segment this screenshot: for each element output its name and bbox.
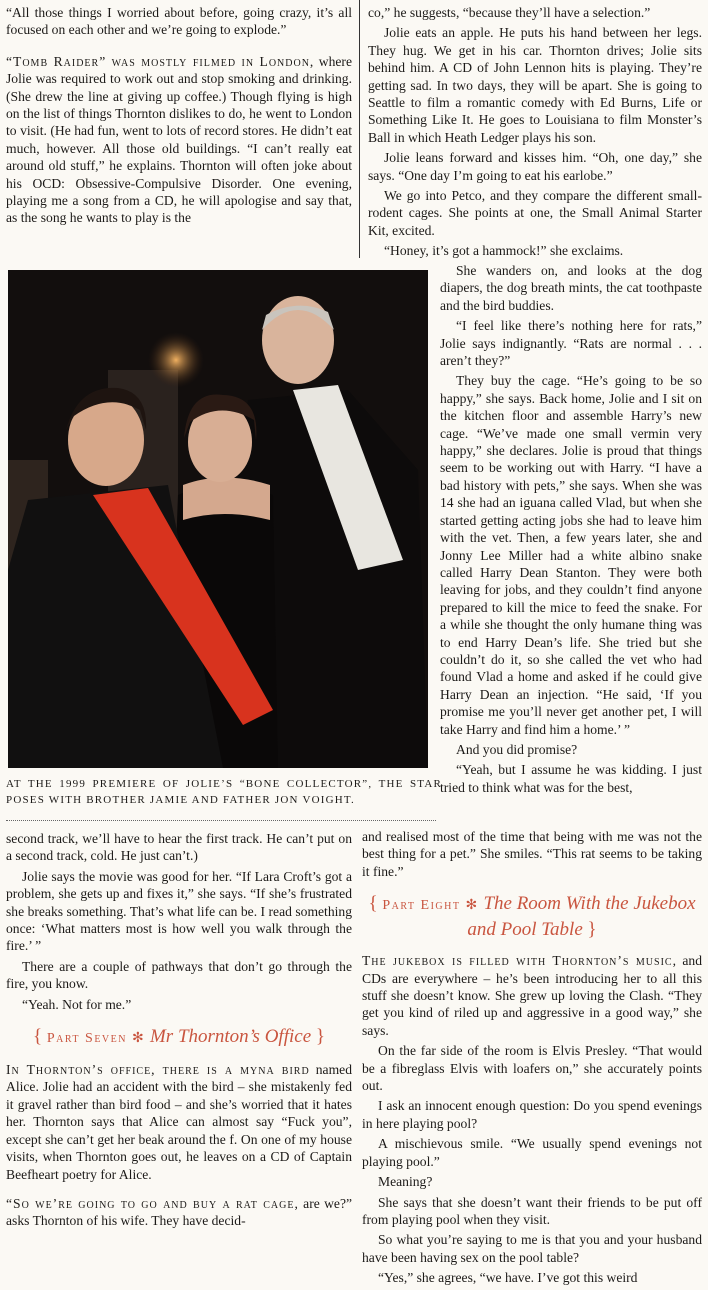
column-right-top bbox=[368, 4, 702, 263]
paragraph: I ask an innocent enough question: Do you spend evenings in here playing pool? bbox=[362, 1098, 702, 1131]
paragraph: She wanders on, and looks at the dog diapers, the dog breath mints, the cat toothpaste and the bird buddies. bbox=[440, 263, 702, 313]
paragraph: On the far side of the room is Elvis Presley. “That would be a fibreglass Elvis with loafers on,” she accurately points out. bbox=[362, 1043, 702, 1094]
paragraph-body: named Alice. Jolie had an accident with the bird – she mistakenly fed it gravel rather than bird food – and she’s worried that it hates her. Thornton says that Alice can almost say “Fuck you”, except she can’t get her beak around the f. On one of my house visits, when Thornton goes out, he leaves on a CD of Captain Beefheart poetry for Alice. bbox=[6, 1062, 352, 1182]
paragraph bbox=[6, 53, 352, 227]
photo-caption: AT THE 1999 PREMIERE OF JOLIE’S “BONE COLLECTOR”, THE STAR POSES WITH BROTHER JAMIE AND FATHER JON VOIGHT. bbox=[6, 778, 442, 806]
section-title: Mr Thornton’s Office bbox=[149, 1026, 312, 1048]
paragraph-body: are we?” asks Thornton of his wife. They have decid- bbox=[6, 1195, 353, 1229]
paragraph: There are a couple of pathways that don’t go through the fire, you know. bbox=[6, 958, 352, 992]
paragraph: “Yes,” she agrees, “we have. I’ve got this weird bbox=[378, 1270, 638, 1286]
paragraph: And you did promise? bbox=[456, 741, 578, 757]
paragraph: “Honey, it’s got a hammock!” she exclaims. bbox=[384, 243, 624, 259]
paragraph: “Yeah, but I assume he was kidding. I just tried to think what was for the best, bbox=[440, 762, 702, 795]
paragraph bbox=[362, 952, 702, 1039]
paragraph: Jolie says the movie was good for her. “If Lara Croft’s got a problem, she gets up and fixes it,” she says. “If she’s frustrated she breaks something. That’s what life can be. I read something once: ‘What matters most is how well you walk through the fire.’ ” bbox=[6, 868, 352, 954]
paragraph: “I feel like there’s nothing here for rats,” Jolie says indignantly. “Rats are normal . . . aren’t they?” bbox=[440, 318, 702, 369]
paragraph: They buy the cage. “He’s going to be so happy,” she says. Back home, Jolie and I sit on the kitchen floor and assemble Harry’s new cage. “We’ve made one small vermin very happy,” she declares. Jolie is proud that things seem to be working out with Harry. “I have a bad history with pets,” she says. When she was 14 she had an iguana called Vlad, but when she started getting acting jobs she had to leave him with the vet. Then, a few years later, she and Jonny Lee Miller had a white albino snake called Harry Dean Stanton. They were both leaving for jobs, and they couldn’t find anyone prepared to kill the mice to feed the snake. For a while she thought the only humane thing was to end Harry Dean’s life. She tried but she couldn’t do it, so she called the vet who had found Vlad a home and asked if he could give Harry Dean an injection. “He said, ‘If you promise me you’ll never get another pet, I will take Harry and find him a home.’ ” bbox=[440, 373, 702, 737]
section-label: Part Seven ✻ bbox=[46, 1031, 146, 1047]
paragraph: second track, we’ll have to hear the first track. He can’t put on a second track, cold. He just can’t.) bbox=[6, 831, 352, 864]
section-title: The Room With the Jukebox and Pool Table bbox=[467, 893, 696, 941]
lead-in: “Tomb Raider” was mostly filmed in London, bbox=[6, 53, 315, 69]
photo-illustration bbox=[8, 270, 428, 768]
paragraph: She says that she doesn’t want their friends to be put off from playing pool when they visit. bbox=[362, 1194, 702, 1227]
paragraph: “Yeah. Not for me.” bbox=[22, 996, 132, 1012]
lead-in: “So we’re going to go and buy a rat cage, bbox=[6, 1195, 299, 1211]
column-left-top bbox=[6, 4, 352, 230]
premiere-photo bbox=[8, 270, 428, 768]
lead-in: In Thornton’s office, there is a myna bird bbox=[6, 1062, 310, 1078]
paragraph: Jolie leans forward and kisses him. “Oh, one day,” she says. “One day I’m going to eat his earlobe.” bbox=[368, 150, 702, 183]
column-divider bbox=[359, 0, 360, 258]
paragraph: Meaning? bbox=[378, 1174, 433, 1190]
lead-in: The jukebox is filled with Thornton’s music, bbox=[362, 953, 677, 969]
section-label: Part Eight ✻ bbox=[382, 898, 479, 914]
section-heading-part-eight: { Part Eight ✻ The Room With the Jukebox and Pool Table } bbox=[368, 893, 696, 941]
column-left-bottom bbox=[6, 830, 352, 1233]
paragraph-body: and CDs are everywhere – he’s been introducing her to all this stuff she doesn’t know. She grew up loving the Clash. “They get you kind of riled up and aggressive in a good way,” she says. bbox=[362, 953, 702, 1038]
column-right-middle bbox=[440, 262, 702, 799]
paragraph: Jolie eats an apple. He puts his hand between her legs. They hug. We get in his car. Thornton drives; Jolie sits behind him. A CD of John Lennon hits is playing. They’re getting sad. In two days, they will be apart. She is going to Seattle to film a romantic comedy with Ed Burns, Life or Something Like It. He goes to Louisiana to film Monster’s Ball in which Heath Ledger plays his son. bbox=[368, 25, 702, 145]
paragraph: and realised most of the time that being with me was not the best thing for a pet.” She smiles. “This rat seems to be taking it fine.” bbox=[362, 829, 702, 879]
paragraph: “All those things I worried about before, going crazy, it’s all focused on each other and we’re going to explode.” bbox=[6, 5, 352, 38]
paragraph: co,” he suggests, “because they’ll have a selection.” bbox=[368, 5, 651, 20]
paragraph: A mischievous smile. “We usually spend evenings not playing pool.” bbox=[362, 1136, 702, 1169]
caption-divider bbox=[6, 820, 436, 821]
section-heading-part-seven: { Part Seven ✻ Mr Thornton’s Office } bbox=[32, 1026, 326, 1048]
paragraph: We go into Petco, and they compare the different small-rodent cages. She points at one, the Small Animal Starter Kit, excited. bbox=[368, 188, 702, 238]
paragraph-body: where Jolie was required to work out and stop smoking and drinking. (She drew the line at giving up coffee.) Though flying is high on the list of things Thornton dislikes to do, he went to London to visit. (He had fun, went to lots of record stores. He didn’t eat much, however. All those old buildings. “I can’t really eat around old stuff,” he explains. Thornton will often joke about his OCD: Obsessive-Compulsive Disorder. One evening, playing me a song from a CD, he will apologise and say that, as the song he wants to play is the bbox=[6, 53, 352, 226]
paragraph: So what you’re saying to me is that you and your husband have been having sex on the pool table? bbox=[362, 1232, 702, 1265]
paragraph bbox=[6, 1061, 352, 1183]
paragraph bbox=[6, 1195, 352, 1230]
column-right-bottom bbox=[362, 828, 702, 1290]
